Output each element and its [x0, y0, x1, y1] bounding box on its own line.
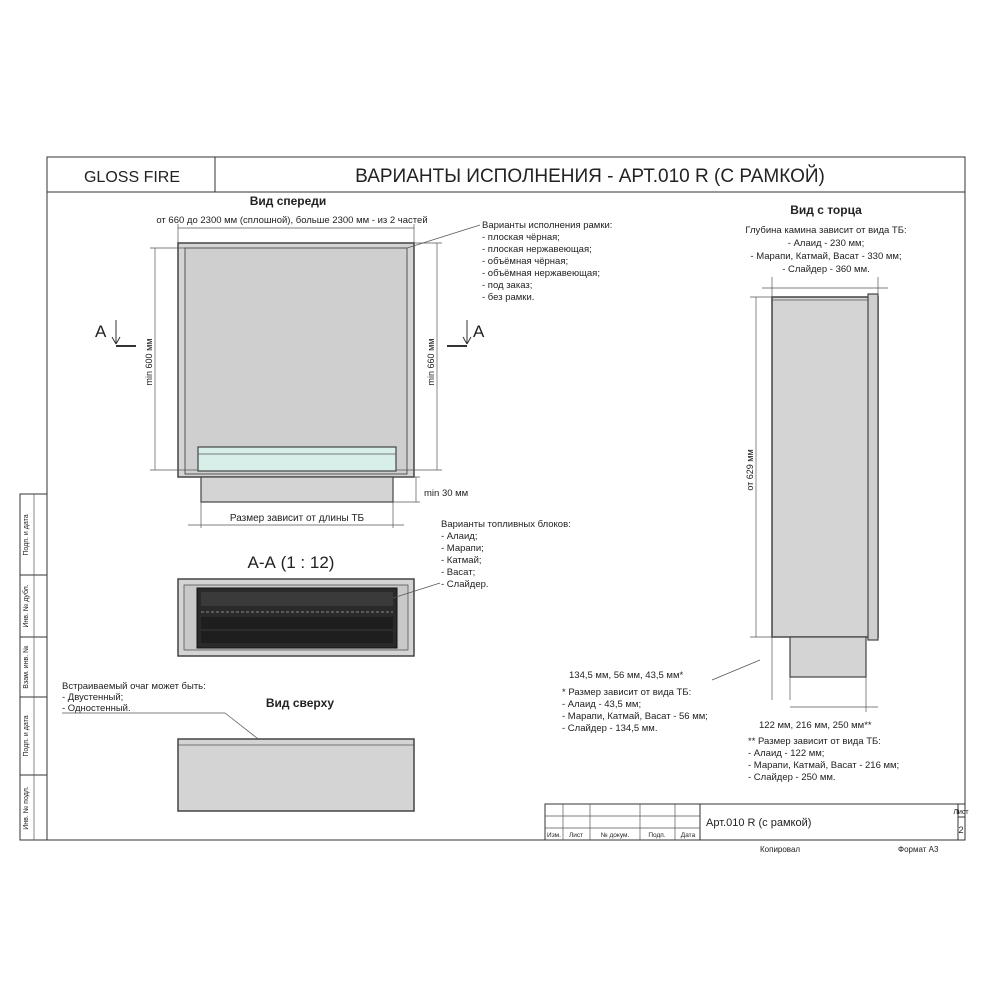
front-width-note: от 660 до 2300 мм (сплошной), больше 2300 мм - из 2 частей	[156, 215, 428, 226]
front-fuel-block	[198, 447, 396, 471]
fuel-option: - Алаид;	[441, 531, 478, 542]
base-note-line: - Слайдер - 250 мм.	[748, 772, 836, 783]
side-depth-note	[745, 225, 906, 275]
section-mark-right	[447, 320, 485, 346]
side-stamp-label: Инв. № дубл.	[23, 584, 30, 628]
fuel-option: Варианты топливных блоков:	[441, 519, 571, 530]
stamp-col: Изм.	[547, 832, 561, 839]
base-note-line: ** Размер зависит от вида ТБ:	[748, 736, 881, 747]
front-opening	[185, 248, 407, 474]
frame-option: - под заказ;	[482, 280, 533, 291]
side-stamp-label: Инв. № подл.	[23, 786, 30, 830]
depth-note-line: - Слайдер - 360 мм.	[782, 264, 870, 275]
side-stamp-label: Взам. инв. №	[23, 645, 30, 689]
offset-note-line: - Марапи, Катмай, Васат - 56 мм;	[562, 711, 708, 722]
side-offset-label: 134,5 мм, 56 мм, 43,5 мм*	[569, 670, 684, 681]
offset-note-line: * Размер зависит от вида ТБ:	[562, 687, 692, 698]
stamp-col: Дата	[680, 832, 696, 839]
side-body	[772, 297, 878, 637]
offset-note-line: - Алаид - 43,5 мм;	[562, 699, 642, 710]
front-inner-height-label: min 600 мм	[144, 338, 154, 386]
hearth-note	[62, 681, 206, 714]
base-note-line: - Марапи, Катмай, Васат - 216 мм;	[748, 760, 900, 771]
side-frame	[868, 294, 878, 640]
section-title: А-А (1 : 12)	[247, 553, 335, 572]
hearth-note-line: - Двустенный;	[62, 692, 124, 703]
fuel-options-list	[441, 519, 571, 590]
top-view-heading: Вид сверху	[265, 696, 335, 710]
side-offset-leader	[712, 660, 760, 680]
stamp-col: № докум.	[600, 832, 630, 839]
depth-note-line: - Марапи, Катмай, Васат - 330 мм;	[750, 251, 902, 262]
side-offset-note	[562, 687, 708, 734]
side-stamp	[20, 494, 47, 840]
section-mark-left	[95, 320, 136, 346]
front-outer-height-label: min 660 мм	[426, 338, 436, 386]
fuel-option: - Катмай;	[441, 555, 482, 566]
frame-option: - объёмная нержавеющая;	[482, 268, 600, 279]
brand-text: GLOSS FIRE	[83, 169, 181, 186]
stamp-format: Формат А3	[898, 845, 939, 854]
side-stamp-label: Подп. и дата	[23, 514, 30, 556]
hearth-note-line: - Одностенный.	[62, 703, 131, 714]
fuel-option: - Марапи;	[441, 543, 484, 554]
frame-option: Варианты исполнения рамки:	[482, 220, 613, 231]
offset-note-line: - Слайдер - 134,5 мм.	[562, 723, 658, 734]
frame-option: - плоская нержавеющая;	[482, 244, 592, 255]
side-base-note	[748, 736, 899, 783]
frame-option: - без рамки.	[482, 292, 535, 303]
stamp-name: Арт.010 R (с рамкой)	[706, 817, 812, 829]
section-mark-letter: A	[95, 322, 107, 341]
stamp-col: Лист	[568, 832, 584, 839]
front-min-base-label: min 30 мм	[424, 488, 469, 499]
frame-options-leader	[407, 225, 480, 248]
frame-options-list	[482, 220, 612, 303]
stamp-copied: Копировал	[760, 845, 801, 854]
stamp-sheet-number: 2	[958, 825, 964, 835]
depth-note-line: Глубина камина зависит от вида ТБ:	[745, 225, 907, 236]
page-title: ВАРИАНТЫ ИСПОЛНЕНИЯ - АРТ.010 R (С РАМКОЙ)	[355, 166, 825, 187]
side-height-label: от 629 мм	[745, 449, 755, 491]
side-stamp-label: Подп. и дата	[23, 715, 30, 757]
stamp-col: Подп.	[648, 832, 666, 839]
title-stamp	[545, 804, 969, 840]
base-note-line: - Алаид - 122 мм;	[748, 748, 825, 759]
front-base	[201, 477, 393, 502]
section-mark-letter: A	[473, 322, 485, 341]
depth-note-line: - Алаид - 230 мм;	[787, 238, 865, 249]
side-base-label: 122 мм, 216 мм, 250 мм**	[759, 720, 872, 731]
frame-option: - плоская чёрная;	[482, 232, 560, 243]
hearth-note-line: Встраиваемый очаг может быть:	[62, 681, 206, 692]
stamp-sheet-label: Лист	[953, 809, 969, 816]
side-view-heading: Вид с торца	[790, 203, 862, 217]
front-view-heading: Вид спереди	[249, 194, 327, 208]
front-base-width-label: Размер зависит от длины ТБ	[229, 513, 365, 524]
top-view-body	[178, 739, 414, 811]
side-base	[790, 637, 866, 677]
fuel-option: - Васат;	[441, 567, 476, 578]
fuel-option: - Слайдер.	[441, 579, 489, 590]
frame-option: - объёмная чёрная;	[482, 256, 569, 267]
